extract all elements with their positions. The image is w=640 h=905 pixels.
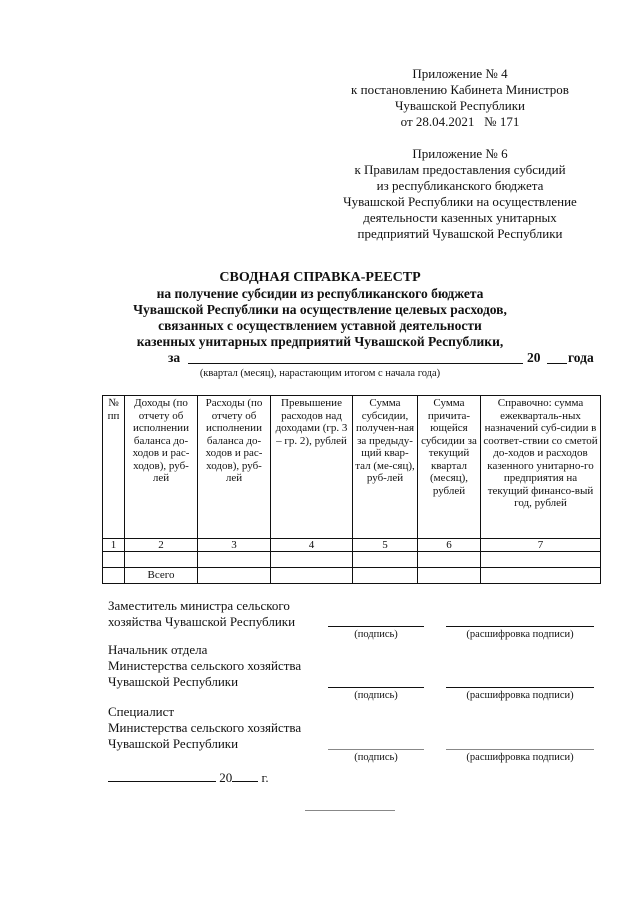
signature-decode-caption: (расшифровка подписи) [466,690,574,701]
footer-divider [305,810,395,811]
column-number: 7 [481,539,601,552]
table-cell[interactable] [271,552,353,568]
period-row [60,350,594,366]
period-hint: (квартал (месяц), нарастающим итогом с начала года) [199,368,441,379]
table-cell[interactable] [271,568,353,584]
document-title: СВОДНАЯ СПРАВКА-РЕЕСТР [219,270,421,285]
signature-caption: (подпись) [354,629,398,640]
signatory-title: Начальник отдела [108,642,208,657]
header-row-number: № пп [103,396,125,539]
period-year-prefix: 20 [527,350,541,365]
period-year-fill-line[interactable] [547,363,567,364]
signatory-title: Министерства сельского хозяйства [108,658,302,673]
header-reference: Справочно: сумма ежекварталь-ных назначений суб-сидии в соответ-ствии со сметой до-ходов и расходов казенного унитарно-го предприятия на текущий финансо-вый год, рублей [481,396,601,539]
period-prefix: за [168,350,181,365]
signatory-title: Специалист [108,704,175,719]
table-cell[interactable] [103,552,125,568]
header-current-subsidy: Сумма причита-ющейся субсидии за текущий квартал (месяц), рублей [418,396,481,539]
appendix-6-line: предприятий Чувашской Республики [357,226,563,241]
appendix-4-date: от 28.04.2021 № 171 [400,114,520,129]
table-cell[interactable] [353,568,418,584]
signatory-title: Заместитель министра сельского [108,598,290,613]
document-subtitle-line: Чувашской Республики на осуществление целевых расходов, [133,302,507,317]
table-cell[interactable] [481,552,601,568]
appendix-4-block [300,66,620,130]
table-cell[interactable] [418,568,481,584]
appendix-4-title: Приложение № 4 [412,66,508,81]
document-subtitle-line: казенных унитарных предприятий Чувашской Республики, [136,334,504,349]
signatory-title: хозяйства Чувашской Республики [108,614,296,629]
date-year-prefix: 20 [219,770,233,785]
column-number: 3 [198,539,271,552]
table-row [103,552,601,568]
table-cell[interactable] [103,568,125,584]
signatory-title: Чувашской Республики [108,674,239,689]
table-cell[interactable] [353,552,418,568]
signature-decode-caption: (расшифровка подписи) [466,752,574,763]
table-header-row [103,396,601,539]
document-subtitle-line: на получение субсидии из республиканского бюджета [156,286,484,301]
appendix-6-line: к Правилам предоставления субсидий [354,162,566,177]
column-number: 1 [103,539,125,552]
signature-caption: (подпись) [354,690,398,701]
signature-decode-caption: (расшифровка подписи) [466,629,574,640]
date-fill-line[interactable] [108,769,216,782]
column-number: 6 [418,539,481,552]
date-year-fill-line[interactable] [232,769,258,782]
period-year-suffix: года [568,350,594,365]
signature-decode-line[interactable] [446,687,594,688]
signatory-title: Чувашской Республики [108,736,239,751]
appendix-4-line: Чувашской Республики [394,98,526,113]
document-subtitle-line: связанных с осуществлением уставной деятельности [158,318,482,333]
total-label: Всего [125,568,198,584]
signature-line[interactable] [328,749,424,750]
date-suffix: г. [261,770,269,785]
total-row [103,568,601,584]
column-number: 4 [271,539,353,552]
appendix-6-title: Приложение № 6 [412,146,508,161]
signature-department-head [108,642,301,690]
table-cell[interactable] [125,552,198,568]
table-cell[interactable] [198,568,271,584]
signature-line[interactable] [328,687,424,688]
appendix-6-line: из республиканского бюджета [376,178,544,193]
appendix-4-line: к постановлению Кабинета Министров [351,82,569,97]
signature-line[interactable] [328,626,424,627]
header-income: Доходы (по отчету об исполнении баланса до-ходов и рас-ходов), руб-лей [125,396,198,539]
signature-caption: (подпись) [354,752,398,763]
period-fill-line[interactable] [188,363,523,364]
signature-decode-line[interactable] [446,749,594,750]
registry-table [102,395,601,584]
column-number: 5 [353,539,418,552]
table-cell[interactable] [418,552,481,568]
document-title-block [60,270,594,380]
header-prev-subsidy: Сумма субсидии, получен-ная за предыду-щий квар-тал (ме-сяц), руб-лей [353,396,418,539]
signature-decode-line[interactable] [446,626,594,627]
table-cell[interactable] [198,552,271,568]
header-expenses: Расходы (по отчету об исполнении баланса до-ходов и рас-ходов), руб-лей [198,396,271,539]
appendix-6-block [300,146,620,242]
signature-specialist [108,704,301,752]
signature-deputy-minister [108,598,295,630]
table-cell[interactable] [481,568,601,584]
appendix-6-line: деятельности казенных унитарных [363,210,557,225]
header-excess: Превышение расходов над доходами (гр. 3 – гр. 2), рублей [271,396,353,539]
appendix-6-line: Чувашской Республики на осуществление [343,194,577,209]
date-line [108,769,269,786]
column-number: 2 [125,539,198,552]
column-number-row [103,539,601,552]
signatory-title: Министерства сельского хозяйства [108,720,302,735]
